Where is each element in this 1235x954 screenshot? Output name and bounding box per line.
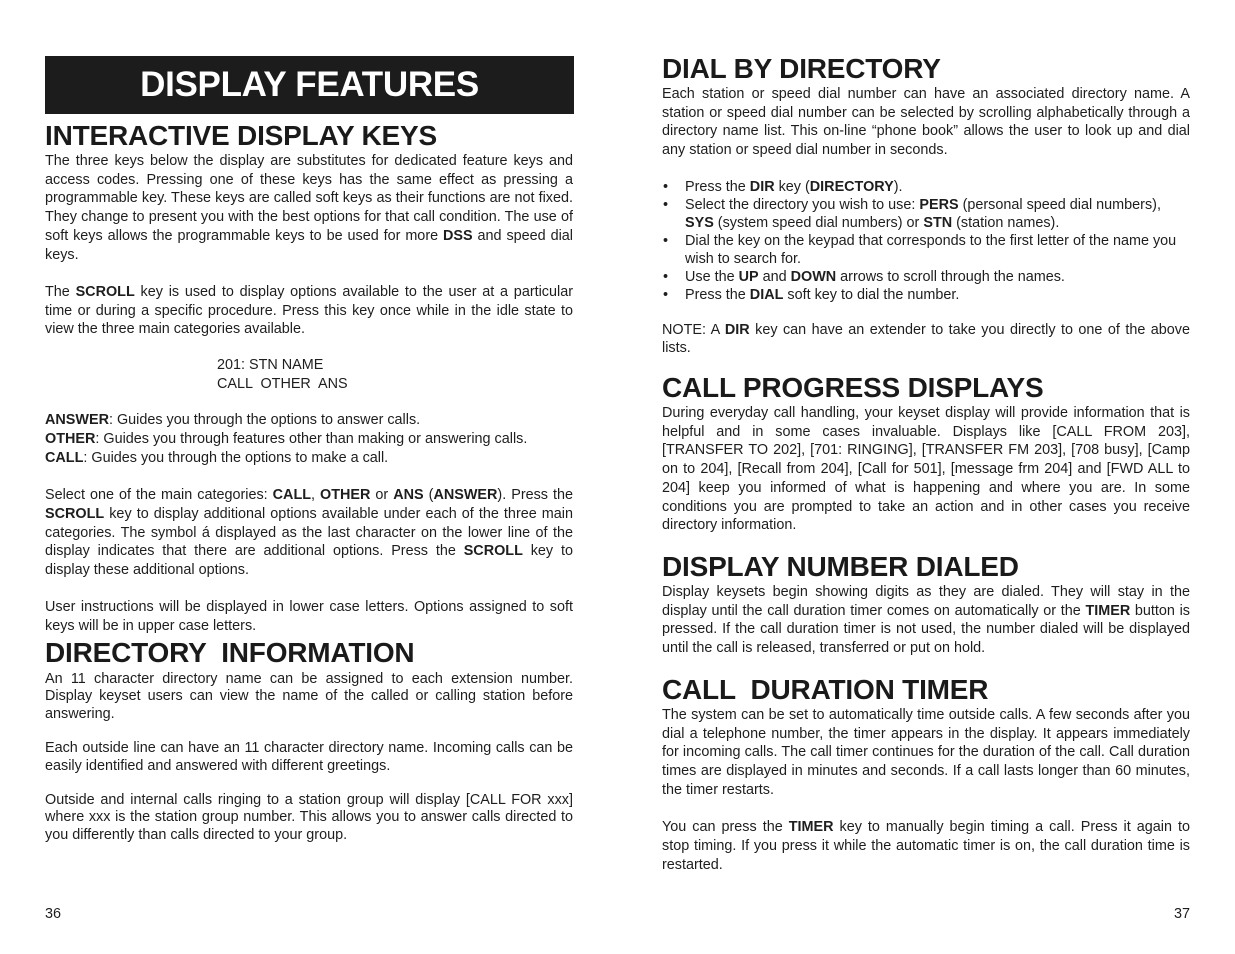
definition-other: OTHER: Guides you through features other than making or answering calls. [45, 431, 528, 448]
directory-info-paragraph-2: Each outside line can have an 11 character directory name. Incoming calls can be easily identified and answered with different greetings. [45, 740, 573, 774]
interactive-display-keys-section [45, 120, 573, 636]
dir-key-note: NOTE: A DIR key can have an extender to take you directly to one of the above lists. [662, 321, 1191, 356]
list-item: • Dial the key on the keypad that corresponds to the first letter of the name you wish to search for. [662, 232, 1190, 268]
call-progress-displays-heading: CALL PROGRESS DISPLAYS [662, 372, 1044, 403]
definition-answer: ANSWER: Guides you through the options to answer calls. [45, 412, 421, 429]
display-sample [217, 356, 573, 393]
banner-title: DISPLAY FEATURES [140, 65, 479, 104]
duration-timer-paragraph-2: You can press the TIMER key to manually begin timing a call. Press it again to stop timing. If you press it while the automatic timer is on, the call duration time is restarted. [662, 819, 1190, 873]
list-item: • Use the UP and DOWN arrows to scroll through the names. [662, 268, 1190, 286]
call-progress-displays-section [662, 372, 1190, 535]
list-item: • Press the DIAL soft key to dial the number. [662, 286, 1190, 304]
duration-timer-paragraph-1: The system can be set to automatically time outside calls. A few seconds after you dial a telephone number, the timer appears in the display. It appears immediately for incoming calls. The call timer continues for the duration of the call. Call duration times are displayed in minutes and seconds. If a call lasts longer than 60 minutes, the timer restarts. [662, 707, 1190, 798]
call-progress-paragraph: During everyday call handling, your keyset display will provide information that is helpful and in some cases invaluable. Displays like [CALL FROM 203], [TRANSFER TO 202], [701: RINGING], [TRANSFER FM 203], [708 busy], [Camp on to 204], [Recall from 204], [Call for 501], [message frm 204] and [FWD ALL to 204] keep you informed of what is happening and where you are. In some conditions you are prompted to take an action and in other cases you receive directory information. [662, 405, 1190, 534]
page-number-left: 36 [45, 906, 62, 922]
dial-by-directory-steps [662, 178, 1190, 304]
scroll-key-paragraph: The SCROLL key is used to display options available to the user at a particular time or during a specific procedure. Press this key once while in the idle state to view the three main categories available. [45, 283, 573, 338]
section-banner [45, 56, 574, 114]
dial-by-directory-section [662, 53, 1190, 357]
call-duration-timer-heading: CALL DURATION TIMER [662, 674, 989, 705]
list-item: • Select the directory you wish to use: PERS (personal speed dial numbers), SYS (system speed dial numbers) or STN (station names). [662, 196, 1190, 232]
page-number-right: 37 [1173, 906, 1190, 922]
display-line-1: 201: STN NAME [217, 357, 324, 374]
select-category-paragraph: Select one of the main categories: CALL, OTHER or ANS (ANSWER). Press the SCROLL key to display additional options available under each of the three main categories. The symbol á displayed as the last character on the lower line of the display indicates that there are additional options. Press the SCROLL key to display these additional options. [45, 487, 574, 579]
interactive-keys-paragraph-1: The three keys below the display are substitutes for dedicated feature keys and access codes. Pressing one of these keys has the same effect as pressing a programmable key. These keys are called soft keys as their functions are not fixed. They change to present you with the best options for that call condition. The use of soft keys allows the programmable keys to be used for more DSS and speed dial keys. [45, 153, 573, 263]
definition-call: CALL: Guides you through the options to make a call. [45, 449, 389, 466]
directory-information-section [45, 637, 573, 844]
category-definitions [45, 411, 573, 467]
list-item: • Press the DIR key (DIRECTORY). [662, 178, 1190, 196]
dial-by-directory-heading: DIAL BY DIRECTORY [662, 53, 941, 84]
display-line-2: CALL OTHER ANS [217, 375, 348, 392]
directory-info-paragraph-3: Outside and internal calls ringing to a station group will display [CALL FOR xxx] where xxx is the station group number. This allows you to answer calls directed to you differently than calls directed to your group. [45, 792, 573, 843]
display-number-dialed-heading: DISPLAY NUMBER DIALED [662, 551, 1019, 582]
display-number-dialed-section [662, 551, 1190, 658]
interactive-display-keys-heading: INTERACTIVE DISPLAY KEYS [45, 120, 437, 151]
directory-info-paragraph-1: An 11 character directory name can be assigned to each extension number. Display keyset users can view the name of the called or calling station before answering. [45, 671, 573, 722]
number-dialed-paragraph: Display keysets begin showing digits as they are dialed. They will stay in the display until the call duration timer comes on automatically or the TIMER button is pressed. If the call duration timer is not used, the number dialed will be displayed until the call is released, transferred or put on hold. [662, 584, 1190, 657]
dial-by-directory-paragraph: Each station or speed dial number can have an associated directory name. A station or speed dial number can be selected by scrolling alphabetically through a directory name list. This on-line “phone book” allows the user to look up and dial any station or speed dial number in seconds. [662, 86, 1190, 159]
directory-information-heading: DIRECTORY INFORMATION [45, 637, 415, 668]
call-duration-timer-section [662, 674, 1190, 874]
case-instructions-paragraph: User instructions will be displayed in lower case letters. Options assigned to soft keys will be in upper case letters. [45, 599, 573, 635]
